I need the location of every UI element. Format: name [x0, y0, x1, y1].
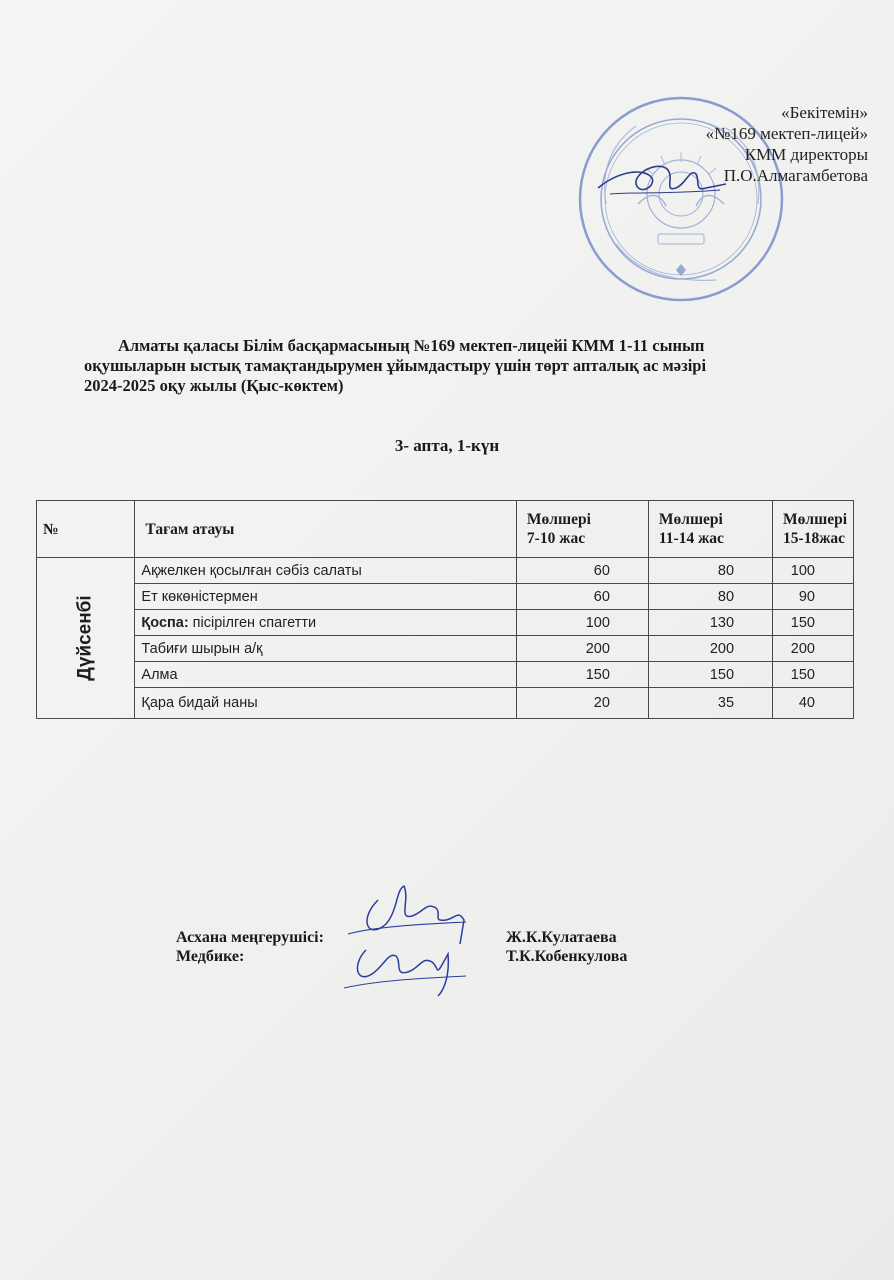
portion-15-18: 150 [773, 610, 854, 636]
dish-name: Қара бидай наны [135, 688, 517, 719]
table-row [37, 610, 854, 636]
day-cell [37, 558, 135, 719]
portion-15-18: 100 [773, 558, 854, 584]
day-label: Дүйсенбі [74, 595, 96, 681]
portion-11-14: 130 [648, 610, 772, 636]
portion-7-10: 60 [516, 558, 648, 584]
header-age: 11-14 жас [658, 530, 724, 547]
table-row [37, 688, 854, 719]
header-age: 7-10 жас [526, 530, 586, 547]
header-age: 15-18жас [783, 530, 846, 547]
dish-name-cell [135, 610, 517, 636]
approval-block [528, 102, 868, 186]
portion-15-18: 90 [773, 584, 854, 610]
portion-7-10: 20 [516, 688, 648, 719]
person-name: Ж.К.Кулатаева [506, 929, 617, 946]
portion-15-18: 40 [773, 688, 854, 719]
title-line: оқушыларын ыстық тамақтандырумен ұйымдастыру үшін төрт апталық ас мәзірі [84, 356, 707, 375]
title-line: Алматы қаласы Білім басқармасының №169 мектеп-лицейі КММ 1-11 сынып [118, 336, 705, 355]
dish-prefix: Қоспа: [141, 614, 189, 631]
week-day-heading: 3- апта, 1-күн [394, 436, 500, 455]
person-name: Т.К.Кобенкулова [506, 948, 628, 965]
approval-line: КММ директоры [744, 145, 868, 164]
table-header-row [37, 501, 854, 558]
approval-line: «№169 мектеп-лицей» [705, 124, 868, 143]
role-label: Медбике: [176, 948, 245, 965]
table-row [37, 662, 854, 688]
portion-11-14: 80 [648, 558, 772, 584]
portion-11-14: 80 [648, 584, 772, 610]
portion-7-10: 200 [516, 636, 648, 662]
header-name: Тағам атауы [135, 501, 517, 558]
portion-11-14: 200 [648, 636, 772, 662]
header-age-7-10 [516, 501, 648, 558]
header-age-15-18 [773, 501, 854, 558]
dish-name: пісірілген спагетти [188, 614, 317, 631]
portion-15-18: 150 [773, 662, 854, 688]
table-row [37, 584, 854, 610]
header-label: Мөлшері [783, 511, 847, 528]
header-label: Мөлшері [658, 511, 723, 528]
table-row [37, 636, 854, 662]
menu-table [36, 500, 854, 719]
portion-7-10: 100 [516, 610, 648, 636]
role-label: Асхана меңгерушісі: [176, 929, 324, 946]
portion-11-14: 35 [648, 688, 772, 719]
header-age-11-14 [648, 501, 772, 558]
document-title [84, 336, 874, 396]
signature-block [176, 928, 696, 966]
dish-name: Табиғи шырын а/қ [135, 636, 517, 662]
approval-line: «Бекітемін» [781, 103, 868, 122]
director-name: П.О.Алмагамбетова [723, 166, 868, 185]
header-label: Мөлшері [526, 511, 591, 528]
portion-7-10: 150 [516, 662, 648, 688]
dish-name: Алма [135, 662, 517, 688]
portion-11-14: 150 [648, 662, 772, 688]
portion-7-10: 60 [516, 584, 648, 610]
portion-15-18: 200 [773, 636, 854, 662]
signature-row-kitchen [176, 928, 696, 947]
table-row [37, 558, 854, 584]
header-num: № [37, 501, 135, 558]
dish-name: Ақжелкен қосылған сәбіз салаты [135, 558, 517, 584]
title-line: 2024-2025 оқу жылы (Қыс-көктем) [84, 376, 344, 395]
signature-row-nurse [176, 947, 696, 966]
dish-name: Ет көкөністермен [135, 584, 517, 610]
